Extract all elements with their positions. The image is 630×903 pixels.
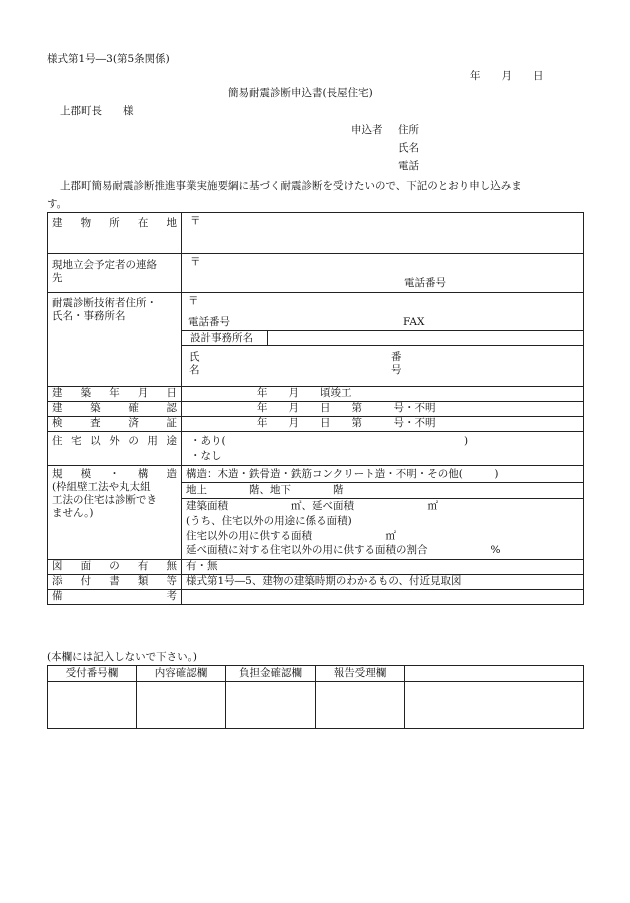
- office-use-col-fee: 負担金確認欄: [226, 666, 316, 682]
- other-use-cell[interactable]: [182, 432, 584, 466]
- contact-cell[interactable]: [182, 254, 584, 293]
- scale-floors: 地上 階、地下 階: [186, 484, 344, 496]
- location-postal-mark: 〒: [190, 215, 201, 227]
- drawings-cell[interactable]: [182, 560, 584, 575]
- office-use-cell-content[interactable]: [137, 682, 226, 729]
- other-use-option-yes-close: ): [464, 435, 469, 447]
- location-cell[interactable]: [182, 213, 584, 254]
- page-title: 簡易耐震診断申込書(長屋住宅): [228, 87, 373, 99]
- attachments-value: 様式第1号―5、建物の建築時期のわかるもの、付近見取図: [186, 575, 462, 587]
- engineer-cell[interactable]: [182, 293, 584, 387]
- engineer-office-divider: [267, 330, 268, 345]
- engineer-label-line-2: 氏名・事務所名: [52, 310, 126, 322]
- attachments-cell[interactable]: [182, 575, 584, 590]
- drawings-label-cell: [48, 560, 182, 575]
- construction-date-cell[interactable]: [182, 387, 584, 402]
- remarks-cell[interactable]: [182, 590, 584, 605]
- applicant-name-label: 氏名: [398, 142, 419, 154]
- inspection-value: 年 月 日 第 号・不明: [257, 417, 436, 429]
- engineer-divider-1: [182, 330, 583, 331]
- applicant-label: 申込者: [351, 124, 383, 136]
- office-use-cell-blank[interactable]: [405, 682, 584, 729]
- attachments-label-cell: [48, 575, 182, 590]
- construction-date-label: 建 築 年 月 日: [52, 387, 177, 399]
- row-confirmation: [48, 402, 584, 417]
- row-construction-date: [48, 387, 584, 402]
- scale-divider-1: [182, 482, 583, 483]
- row-scale: [48, 466, 584, 560]
- contact-label-line-1: 現地立会予定者の連絡: [52, 259, 157, 271]
- scale-label-line-3: 工法の住宅は診断でき: [52, 494, 157, 506]
- office-use-col-receipt: 受付番号欄: [48, 666, 137, 682]
- office-use-cell-receipt[interactable]: [48, 682, 137, 729]
- contact-phone-label: 電話番号: [404, 277, 446, 289]
- remarks-label-cell: [48, 590, 182, 605]
- engineer-number-label-2: 号: [391, 364, 402, 376]
- construction-date-value: 年 月 頃竣工: [257, 387, 352, 399]
- row-inspection: [48, 417, 584, 432]
- engineer-office-label: 設計事務所名: [190, 332, 253, 344]
- engineer-label-line-1: 耐震診断技術者住所・: [52, 297, 157, 309]
- scale-area-line-2: (うち、住宅以外の用途に係る面積): [186, 515, 352, 527]
- engineer-number-label-1: 番: [391, 351, 402, 363]
- drawings-value: 有・無: [186, 560, 218, 572]
- intro-line-1: 上郡町簡易耐震診断推進事業実施要綱に基づく耐震診断を受けたいので、下記のとおり申し込みま: [60, 180, 522, 192]
- form-number: 様式第1号―3(第5条関係): [47, 53, 170, 65]
- engineer-fax-label: FAX: [403, 316, 425, 328]
- office-use-col-content: 内容確認欄: [137, 666, 226, 682]
- row-location: [48, 213, 584, 254]
- other-use-option-no: ・なし: [190, 450, 222, 462]
- row-attachments: [48, 575, 584, 590]
- location-label-cell: [48, 213, 182, 254]
- office-use-entry-row: [48, 682, 584, 729]
- engineer-phone-label: 電話番号: [188, 316, 230, 328]
- remarks-label: 備 考: [52, 590, 177, 602]
- other-use-label: 住 宅 以 外 の 用 途: [52, 435, 177, 447]
- applicant-address-label: 住所: [398, 124, 419, 136]
- confirmation-cell[interactable]: [182, 402, 584, 417]
- scale-structure: 構造：木造・鉄骨造・鉄筋コンクリート造・不明・その他( ): [186, 468, 499, 480]
- office-use-header-row: [48, 666, 584, 682]
- row-drawings: [48, 560, 584, 575]
- office-use-cell-fee[interactable]: [226, 682, 316, 729]
- engineer-name-label-1: 氏: [189, 351, 200, 363]
- location-label: 建 物 所 在 地: [52, 217, 177, 229]
- scale-area-line-3: 住宅以外の用に供する面積 ㎡: [186, 530, 396, 542]
- intro-line-2: す。: [47, 198, 68, 210]
- contact-postal-mark: 〒: [190, 256, 201, 268]
- confirmation-label-cell: [48, 402, 182, 417]
- addressee: 上郡町長 様: [60, 105, 134, 117]
- confirmation-value: 年 月 日 第 号・不明: [257, 402, 436, 414]
- scale-divider-2: [182, 498, 583, 499]
- row-remarks: [48, 590, 584, 605]
- office-use-col-blank: [405, 666, 584, 682]
- confirmation-label: 建 築 確 認: [52, 402, 177, 414]
- engineer-label-cell: [48, 293, 182, 387]
- other-use-label-cell: [48, 432, 182, 466]
- row-contact: [48, 254, 584, 293]
- row-other-use: [48, 432, 584, 466]
- office-use-col-report: 報告受理欄: [316, 666, 405, 682]
- inspection-label-cell: [48, 417, 182, 432]
- inspection-label: 検 査 済 証: [52, 417, 177, 429]
- application-form-table: [47, 212, 584, 605]
- scale-area-line-4: 延べ面積に対する住宅以外の用に供する面積の割合 %: [186, 544, 501, 556]
- inspection-cell[interactable]: [182, 417, 584, 432]
- scale-label-cell: [48, 466, 182, 560]
- scale-label-line-2: (枠組壁工法や丸太組: [52, 481, 151, 493]
- office-use-table: [47, 665, 584, 729]
- engineer-postal-mark: 〒: [188, 295, 199, 307]
- office-use-cell-report[interactable]: [316, 682, 405, 729]
- construction-date-label-cell: [48, 387, 182, 402]
- scale-label-main: 規 模 ・ 構 造: [52, 468, 177, 480]
- scale-cell[interactable]: [182, 466, 584, 560]
- contact-label-line-2: 先: [52, 272, 63, 284]
- attachments-label: 添 付 書 類 等: [52, 575, 177, 587]
- row-engineer: [48, 293, 584, 387]
- contact-label-cell: [48, 254, 182, 293]
- applicant-phone-label: 電話: [398, 160, 419, 172]
- scale-label-line-4: ません。): [52, 507, 94, 519]
- drawings-label: 図 面 の 有 無: [52, 560, 177, 572]
- date-line: 年 月 日: [470, 70, 544, 82]
- scale-area-line-1: 建築面積 ㎡、延べ面積 ㎡: [186, 500, 438, 512]
- other-use-option-yes: ・あり(: [190, 435, 226, 447]
- engineer-divider-2: [182, 345, 583, 346]
- office-use-note: (本欄には記入しないで下さい。): [47, 651, 197, 663]
- engineer-name-label-2: 名: [189, 364, 200, 376]
